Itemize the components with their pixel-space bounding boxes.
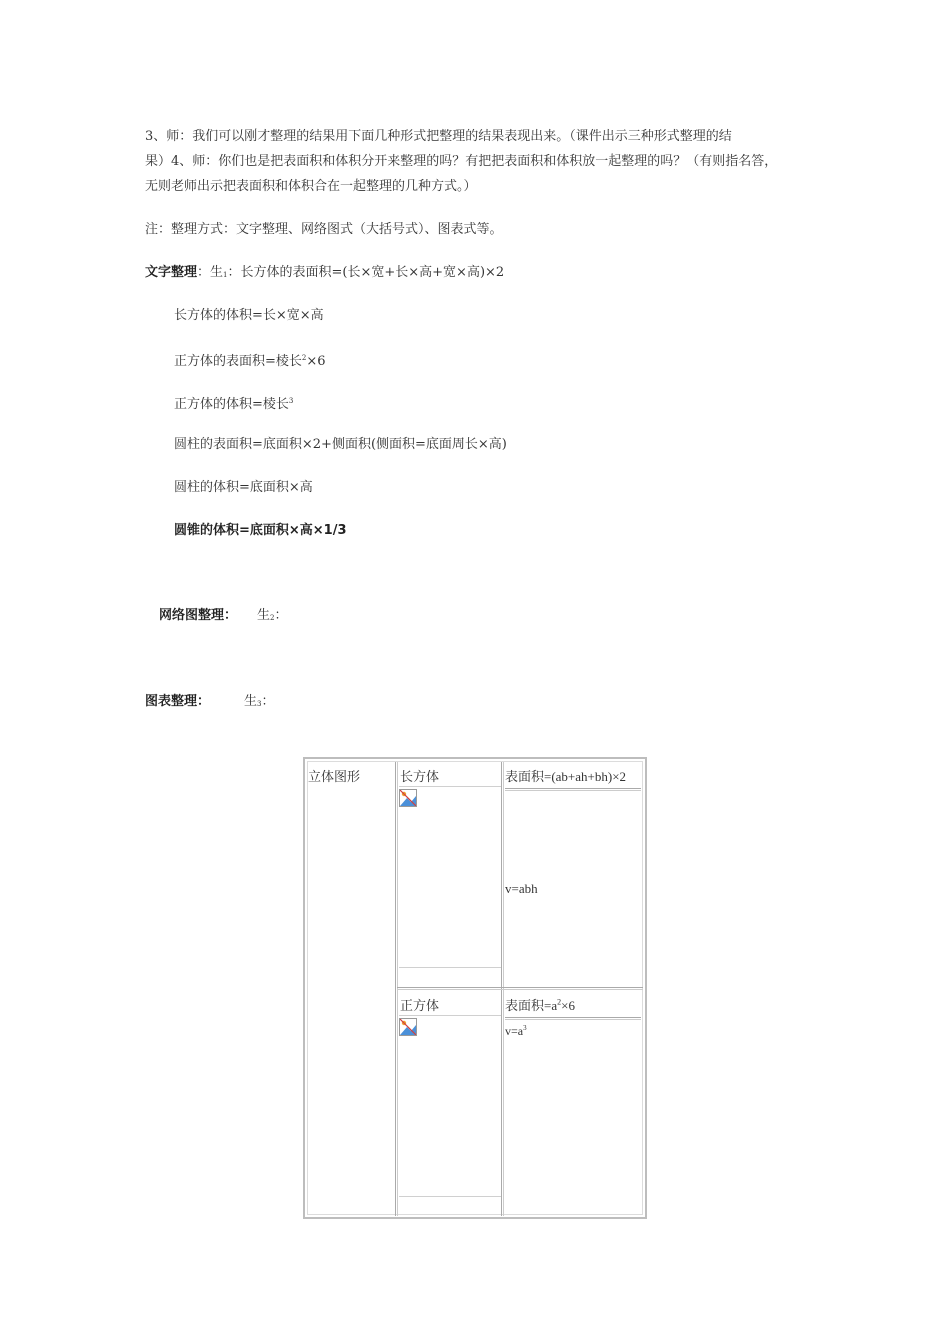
- col-solid-shape: 立体图形: [308, 769, 361, 784]
- chart-section: 图表整理： 生$_3$：: [145, 694, 275, 709]
- cylinder-volume-formula: 圆柱的体积=底面积×高: [174, 480, 313, 495]
- cuboid-volume-formula: 长方体的体积=长×宽×高: [174, 308, 324, 323]
- network-section: 网络图整理： 生$_2$：: [159, 608, 288, 623]
- broken-image-icon: [399, 1018, 417, 1036]
- cell-border: [399, 786, 501, 787]
- cube-volume: $v=a^3$: [505, 1024, 527, 1038]
- cuboid-area-formula: ：长方体的表面积=(长×宽+长×高+宽×高)×2: [227, 265, 505, 280]
- cell-border: [505, 1017, 641, 1020]
- cuboid-name: 长方体: [400, 769, 440, 784]
- intro-line-2: 果）4、师：你们也是把表面积和体积分开来整理的吗？有把把表面积和体积放一起整理的吗？（有则指名答，: [145, 154, 778, 169]
- text-section-first-line: 文字整理：生$_1$：长方体的表面积=(长×宽+长×高+宽×高)×2: [145, 265, 505, 280]
- cuboid-surface-area: 表面积=(ab+ah+bh)×2: [505, 769, 627, 784]
- student-subscript: 1: [223, 271, 228, 279]
- cone-volume-formula: 圆锥的体积=底面积×高×1/3: [174, 523, 347, 538]
- cuboid-volume: v=abh: [505, 881, 538, 896]
- cube-name: 正方体: [400, 998, 440, 1013]
- text-section-label: 文字整理: [145, 265, 198, 280]
- chart-section-label: 图表整理：: [145, 694, 211, 709]
- network-section-label: 网络图整理：: [159, 608, 238, 623]
- cell-border: [399, 1015, 501, 1016]
- row-divider: [397, 987, 643, 990]
- intro-line-3: 无则老师出示把表面积和体积合在一起整理的几种方式。）: [145, 179, 477, 194]
- cell-border: [505, 788, 641, 791]
- student-label: 生: [210, 265, 224, 280]
- cell-border: [399, 967, 501, 968]
- broken-image-icon: [399, 789, 417, 807]
- cube-surface-area: 表面积$=a^2\times 6$: [505, 997, 575, 1013]
- cube-volume-formula: 正方体的体积=棱长$^3$: [174, 397, 294, 412]
- intro-line-1: 3、师：我们可以刚才整理的结果用下面几种形式把整理的结果表现出来。（课件出示三种形式整理的结: [145, 129, 732, 144]
- cell-border: [399, 1196, 501, 1197]
- solids-table: [303, 757, 647, 1219]
- cube-area-formula: 正方体的表面积=棱长$^2$×6: [174, 354, 326, 369]
- cylinder-area-formula: 圆柱的表面积=底面积×2+侧面积(侧面积=底面周长×高): [174, 437, 507, 452]
- note-line: 注：整理方式：文字整理、网络图式（大括号式）、图表式等。: [145, 222, 503, 237]
